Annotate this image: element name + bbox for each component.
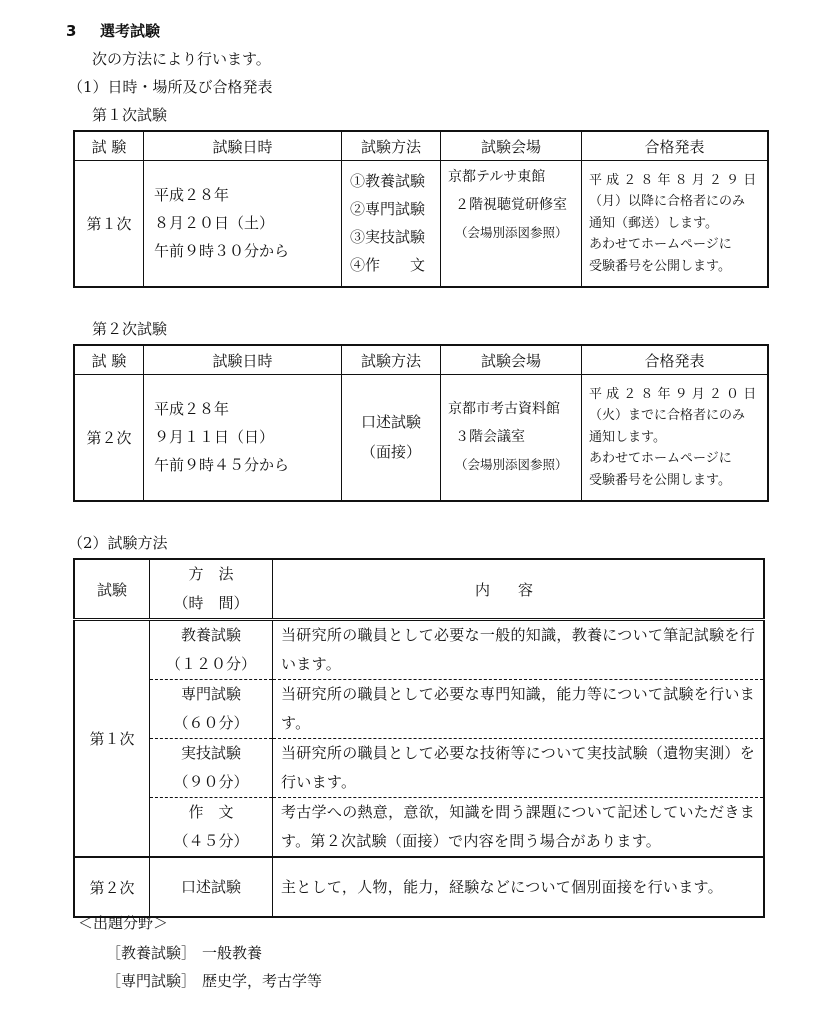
header-exam: 試 験 — [74, 131, 144, 161]
stage2-schedule-table — [73, 344, 769, 502]
header-method: 試験方法 — [342, 131, 441, 161]
intro-text: 次の方法により行います。 — [92, 50, 271, 68]
field-label: ［教養試験］ — [106, 944, 197, 962]
content-cell: 考古学への熱意，意欲，知識を問う課題について記述していただきます。第２次試験（面接）で内容を問う場合があります。 — [273, 798, 765, 858]
header-venue: 試験会場 — [441, 345, 582, 375]
table-header-row — [74, 131, 768, 161]
datetime-cell — [144, 161, 342, 287]
stage2-label: 第２次 — [74, 857, 150, 917]
result-line: あわせてホームページに — [589, 237, 732, 252]
field-label: ［専門試験］ — [106, 972, 197, 990]
header-datetime: 試験日時 — [144, 345, 342, 375]
stage1-label: 第１次 — [74, 620, 150, 858]
result-cell — [582, 375, 769, 501]
method-time: （４５分） — [173, 832, 249, 850]
content-cell: 当研究所の職員として必要な一般的知識，教養について筆記試験を行います。 — [273, 620, 765, 680]
result-cell — [582, 161, 769, 287]
method-cell — [150, 620, 273, 680]
header-method-time: （時 間） — [173, 594, 249, 612]
header-content-text: 内容 — [474, 580, 561, 599]
table-row — [74, 375, 768, 501]
venue-room: ２階視聴覚研修室 — [455, 197, 567, 213]
header-method-name: 方 法 — [188, 565, 234, 583]
header-method: 試験方法 — [342, 345, 441, 375]
method-time: （１２０分） — [165, 655, 256, 673]
method-item: ①教養試験 — [350, 172, 426, 191]
method-time: （９０分） — [173, 773, 249, 791]
method-name: 教養試験 — [180, 626, 241, 644]
method-time: （６０分） — [173, 714, 249, 732]
section-number: 3 — [66, 22, 77, 40]
datetime-year: 平成２８年 — [154, 400, 230, 419]
table-header-row — [74, 345, 768, 375]
subsection-1-heading: （1）日時・場所及び合格発表 — [68, 78, 273, 96]
header-content — [273, 559, 765, 620]
datetime-time: 午前９時３０分から — [154, 242, 290, 261]
venue-cell — [441, 161, 582, 287]
datetime-date: ８月２０日（土） — [154, 214, 275, 233]
result-line: （月）以降に合格者にのみ — [589, 194, 746, 209]
result-line: 通知（郵送）します。 — [589, 215, 718, 231]
field-item — [106, 972, 322, 990]
method-item: 口述試験 — [360, 413, 421, 432]
datetime-cell — [144, 375, 342, 501]
header-exam: 試験 — [74, 559, 150, 620]
header-datetime: 試験日時 — [144, 131, 342, 161]
venue-name: 京都市考古資料館 — [448, 401, 560, 418]
method-item: ③実技試験 — [350, 228, 426, 247]
method-name: 実技試験 — [180, 744, 241, 762]
method-cell — [150, 680, 273, 739]
datetime-date: ９月１１日（日） — [154, 428, 275, 447]
venue-room: ３階会議室 — [455, 429, 525, 446]
venue-note: （会場別添図参照） — [455, 457, 568, 473]
method-name: 専門試験 — [180, 685, 241, 703]
result-line: 通知します。 — [589, 429, 666, 445]
result-line: 受験番号を公開します。 — [589, 472, 731, 488]
method-name: 作 文 — [188, 803, 234, 821]
method-cell — [342, 161, 441, 287]
stage2-heading: 第２次試験 — [92, 320, 168, 338]
section-title-text: 選考試験 — [100, 22, 161, 40]
datetime-time: 午前９時４５分から — [154, 456, 290, 475]
exam-method-table — [73, 558, 765, 918]
section-title — [66, 22, 160, 40]
header-exam: 試 験 — [74, 345, 144, 375]
field-item — [106, 944, 262, 962]
method-cell — [150, 798, 273, 858]
datetime-year: 平成２８年 — [154, 186, 230, 205]
method-item: （面接） — [360, 443, 421, 462]
method-item: ④作 文 — [350, 256, 426, 275]
header-result: 合格発表 — [582, 345, 769, 375]
table-row — [74, 739, 764, 798]
content-cell: 主として，人物，能力，経験などについて個別面接を行います。 — [273, 857, 765, 917]
result-line: 平 成 ２ ８ 年 ８ 月 ２ ９ 日 — [589, 172, 757, 188]
content-cell: 当研究所の職員として必要な専門知識，能力等について試験を行います。 — [273, 680, 765, 739]
venue-cell — [441, 375, 582, 501]
result-line: 平 成 ２ ８ 年 ９ 月 ２ ０ 日 — [589, 386, 757, 402]
header-method — [150, 559, 273, 620]
result-line: 受験番号を公開します。 — [589, 258, 731, 274]
exam-label: 第２次 — [74, 375, 144, 501]
stage1-heading: 第１次試験 — [92, 106, 168, 124]
table-row — [74, 620, 764, 680]
stage1-schedule-table — [73, 130, 769, 288]
header-result: 合格発表 — [582, 131, 769, 161]
field-value: 歴史学，考古学等 — [202, 972, 323, 990]
subsection-2-heading: （2）試験方法 — [68, 534, 168, 552]
table-row — [74, 161, 768, 287]
method-cell — [150, 739, 273, 798]
content-cell: 当研究所の職員として必要な技術等について実技試験（遺物実測）を行います。 — [273, 739, 765, 798]
method-item: ②専門試験 — [350, 200, 426, 219]
venue-note: （会場別添図参照） — [455, 225, 568, 240]
header-venue: 試験会場 — [441, 131, 582, 161]
table-row — [74, 798, 764, 858]
method-cell: 口述試験 — [150, 857, 273, 917]
venue-name: 京都テルサ東館 — [448, 169, 546, 185]
exam-label: 第１次 — [74, 161, 144, 287]
table-row — [74, 857, 764, 917]
result-line: （火）までに合格者にのみ — [589, 408, 746, 423]
table-row — [74, 680, 764, 739]
fields-heading: ＜出題分野＞ — [78, 914, 169, 932]
table-header-row — [74, 559, 764, 620]
field-value: 一般教養 — [202, 944, 263, 962]
method-cell — [342, 375, 441, 501]
result-line: あわせてホームページに — [589, 451, 732, 466]
